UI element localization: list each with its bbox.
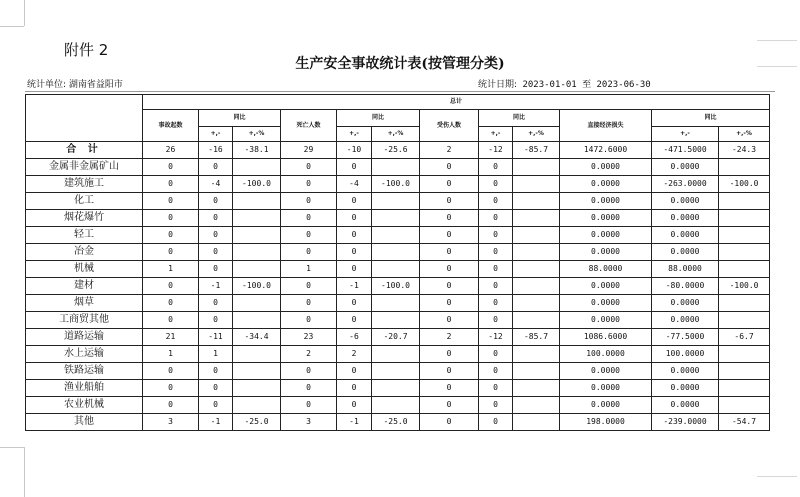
table-row [26, 295, 770, 312]
cell-loss-delta: 0.0000 [652, 193, 719, 210]
cell-loss-pct [719, 210, 770, 227]
cell-loss-delta: 0.0000 [652, 244, 719, 261]
cell-acc-delta: 0 [199, 312, 233, 329]
cell-acc-pct: -38.1 [233, 142, 281, 159]
cell-injured: 2 [420, 329, 479, 346]
cell-acc-pct: -34.4 [233, 329, 281, 346]
cell-accidents: 0 [143, 363, 199, 380]
cell-injured: 0 [420, 295, 479, 312]
row-category-label: 工商贸其他 [26, 312, 143, 329]
row-category-label: 冶金 [26, 244, 143, 261]
cell-acc-pct [233, 210, 281, 227]
cell-accidents: 26 [143, 142, 199, 159]
cell-death-delta: 0 [337, 227, 372, 244]
cell-inj-delta: 0 [479, 397, 513, 414]
cell-death-pct [372, 312, 420, 329]
cell-loss: 88.0000 [560, 261, 652, 278]
cell-loss-delta: -77.5000 [652, 329, 719, 346]
cell-loss-pct [719, 397, 770, 414]
cell-death-pct [372, 244, 420, 261]
cell-injured: 0 [420, 227, 479, 244]
cell-death-delta: 0 [337, 159, 372, 176]
cell-inj-pct: -85.7 [513, 329, 560, 346]
cell-inj-pct [513, 363, 560, 380]
header-accidents: 事故起数 [143, 110, 199, 142]
table-row [26, 210, 770, 227]
cell-injured: 0 [420, 363, 479, 380]
cell-death-pct: -25.6 [372, 142, 420, 159]
header-delta: +,- [479, 127, 513, 142]
header-delta-pct: +,-% [372, 127, 420, 142]
cell-loss-delta: 0.0000 [652, 380, 719, 397]
cell-loss: 0.0000 [560, 193, 652, 210]
cell-loss-delta: 100.0000 [652, 346, 719, 363]
row-total-label: 合 计 [26, 142, 143, 159]
cell-inj-delta: 0 [479, 295, 513, 312]
cell-inj-pct [513, 227, 560, 244]
cell-loss-delta: -263.0000 [652, 176, 719, 193]
cell-loss-pct [719, 295, 770, 312]
cell-death-delta: -10 [337, 142, 372, 159]
table-row [26, 159, 770, 176]
cell-injured: 0 [420, 193, 479, 210]
cell-death-pct: -20.7 [372, 329, 420, 346]
cell-acc-pct [233, 346, 281, 363]
cell-loss-pct [719, 193, 770, 210]
cell-deaths: 2 [281, 346, 337, 363]
cell-acc-pct [233, 227, 281, 244]
cell-loss: 0.0000 [560, 295, 652, 312]
cell-death-pct [372, 210, 420, 227]
document-title: 生产安全事故统计表(按管理分类) [295, 56, 505, 72]
cell-inj-pct [513, 397, 560, 414]
row-category-label: 其他 [26, 414, 143, 431]
cell-loss: 1472.6000 [560, 142, 652, 159]
cell-acc-delta: 0 [199, 210, 233, 227]
cell-inj-delta: -12 [479, 142, 513, 159]
cell-injured: 0 [420, 346, 479, 363]
cell-loss-pct [719, 380, 770, 397]
cell-loss-pct [719, 312, 770, 329]
table-row [26, 329, 770, 346]
cell-accidents: 0 [143, 159, 199, 176]
header-delta-pct: +,-% [233, 127, 281, 142]
table-row [26, 142, 770, 159]
cell-deaths: 1 [281, 261, 337, 278]
cell-injured: 0 [420, 176, 479, 193]
cell-inj-delta: 0 [479, 363, 513, 380]
cell-acc-delta: 0 [199, 363, 233, 380]
cell-loss-delta: -80.0000 [652, 278, 719, 295]
cell-death-pct [372, 346, 420, 363]
cell-acc-pct [233, 295, 281, 312]
cell-loss-delta: 0.0000 [652, 397, 719, 414]
header-delta: +,- [652, 127, 719, 142]
cell-acc-pct [233, 397, 281, 414]
cell-loss: 0.0000 [560, 312, 652, 329]
cell-inj-delta: 0 [479, 227, 513, 244]
cell-deaths: 0 [281, 159, 337, 176]
row-category-label: 建筑施工 [26, 176, 143, 193]
row-category-label: 铁路运输 [26, 363, 143, 380]
cell-loss-pct: -100.0 [719, 278, 770, 295]
cell-inj-delta: 0 [479, 210, 513, 227]
cell-accidents: 0 [143, 176, 199, 193]
cell-deaths: 0 [281, 176, 337, 193]
cell-accidents: 0 [143, 244, 199, 261]
cell-acc-pct [233, 380, 281, 397]
cell-inj-delta: 0 [479, 414, 513, 431]
cell-loss-delta: 0.0000 [652, 295, 719, 312]
cell-injured: 0 [420, 380, 479, 397]
header-yoy-injured: 同比 [479, 110, 560, 127]
page-corner-mark [24, 0, 25, 26]
cell-deaths: 3 [281, 414, 337, 431]
cell-accidents: 0 [143, 295, 199, 312]
statistics-date-label: 统计日期: [478, 80, 518, 90]
cell-loss-delta: 0.0000 [652, 363, 719, 380]
cell-accidents: 1 [143, 261, 199, 278]
cell-loss: 0.0000 [560, 278, 652, 295]
table-row [26, 244, 770, 261]
cell-inj-pct [513, 261, 560, 278]
cell-acc-pct: -100.0 [233, 278, 281, 295]
cell-injured: 0 [420, 159, 479, 176]
page-corner-mark [0, 447, 24, 448]
cell-inj-pct [513, 346, 560, 363]
cell-death-delta: 0 [337, 261, 372, 278]
table-row [26, 380, 770, 397]
cell-loss-delta: 0.0000 [652, 227, 719, 244]
table-row [26, 176, 770, 193]
header-deaths: 死亡人数 [281, 110, 337, 142]
cell-inj-delta: 0 [479, 261, 513, 278]
cell-death-delta: -6 [337, 329, 372, 346]
cell-death-delta: 0 [337, 244, 372, 261]
cell-death-delta: 0 [337, 363, 372, 380]
cell-loss: 0.0000 [560, 380, 652, 397]
cell-loss-pct [719, 363, 770, 380]
cell-death-delta: 0 [337, 312, 372, 329]
cell-inj-pct [513, 193, 560, 210]
cell-accidents: 1 [143, 346, 199, 363]
cell-acc-delta: -11 [199, 329, 233, 346]
cell-inj-delta: 0 [479, 278, 513, 295]
header-yoy-loss: 同比 [652, 110, 770, 127]
cell-deaths: 0 [281, 295, 337, 312]
row-category-label: 轻工 [26, 227, 143, 244]
cell-death-delta: 0 [337, 193, 372, 210]
cell-loss: 0.0000 [560, 397, 652, 414]
cell-acc-delta: 0 [199, 295, 233, 312]
cell-inj-pct [513, 210, 560, 227]
cell-death-delta: 0 [337, 210, 372, 227]
cell-deaths: 0 [281, 380, 337, 397]
cell-loss: 0.0000 [560, 244, 652, 261]
header-delta: +,- [199, 127, 233, 142]
row-category-label: 金属非金属矿山 [26, 159, 143, 176]
cell-loss-pct: -100.0 [719, 176, 770, 193]
cell-acc-delta: 0 [199, 159, 233, 176]
cell-deaths: 0 [281, 278, 337, 295]
cell-death-pct [372, 261, 420, 278]
cell-death-delta: 0 [337, 380, 372, 397]
cell-accidents: 0 [143, 380, 199, 397]
row-category-label: 烟花爆竹 [26, 210, 143, 227]
cell-death-pct [372, 295, 420, 312]
cell-death-delta: 0 [337, 295, 372, 312]
cell-death-pct: -25.0 [372, 414, 420, 431]
cell-acc-delta: 0 [199, 261, 233, 278]
cell-death-pct [372, 159, 420, 176]
cell-death-delta: -1 [337, 414, 372, 431]
row-category-label: 道路运输 [26, 329, 143, 346]
table-row [26, 227, 770, 244]
cell-accidents: 0 [143, 210, 199, 227]
cell-inj-delta: 0 [479, 176, 513, 193]
cell-accidents: 3 [143, 414, 199, 431]
cell-injured: 0 [420, 261, 479, 278]
cell-inj-delta: 0 [479, 159, 513, 176]
cell-deaths: 0 [281, 363, 337, 380]
cell-loss: 0.0000 [560, 159, 652, 176]
cell-inj-delta: 0 [479, 346, 513, 363]
cell-loss: 0.0000 [560, 210, 652, 227]
header-yoy-accidents: 同比 [199, 110, 281, 127]
header-delta-pct: +,-% [513, 127, 560, 142]
cell-acc-pct [233, 159, 281, 176]
row-category-label: 农业机械 [26, 397, 143, 414]
cell-injured: 0 [420, 278, 479, 295]
cell-death-pct: -100.0 [372, 278, 420, 295]
cell-accidents: 0 [143, 278, 199, 295]
cell-death-pct [372, 193, 420, 210]
statistics-unit: 统计单位: 湖南省益阳市 [27, 80, 123, 90]
cell-loss-pct: -54.7 [719, 414, 770, 431]
cell-deaths: 0 [281, 210, 337, 227]
table-row [26, 193, 770, 210]
cell-inj-delta: -12 [479, 329, 513, 346]
cell-loss: 0.0000 [560, 227, 652, 244]
cell-loss-pct: -24.3 [719, 142, 770, 159]
statistics-date-value: 2023-01-01 至 2023-06-30 [522, 80, 651, 90]
cell-inj-pct [513, 244, 560, 261]
cell-death-pct [372, 227, 420, 244]
cell-death-pct [372, 397, 420, 414]
cell-loss-delta: 88.0000 [652, 261, 719, 278]
cell-acc-delta: -16 [199, 142, 233, 159]
cell-loss: 1086.6000 [560, 329, 652, 346]
cell-inj-pct [513, 414, 560, 431]
cell-inj-delta: 0 [479, 244, 513, 261]
cell-loss-delta: 0.0000 [652, 312, 719, 329]
cell-loss: 198.0000 [560, 414, 652, 431]
cell-loss-delta: 0.0000 [652, 210, 719, 227]
cell-injured: 0 [420, 312, 479, 329]
cell-loss: 0.0000 [560, 363, 652, 380]
header-loss: 直接经济损失 [560, 110, 652, 142]
cell-acc-pct [233, 363, 281, 380]
cell-deaths: 0 [281, 312, 337, 329]
table-row [26, 278, 770, 295]
cell-death-pct [372, 363, 420, 380]
cell-inj-delta: 0 [479, 312, 513, 329]
cell-acc-delta: 1 [199, 346, 233, 363]
table-row [26, 312, 770, 329]
cell-inj-pct [513, 278, 560, 295]
row-category-label: 机械 [26, 261, 143, 278]
cell-acc-delta: -1 [199, 414, 233, 431]
cell-accidents: 0 [143, 397, 199, 414]
row-category-label: 建材 [26, 278, 143, 295]
cell-loss-pct [719, 346, 770, 363]
page-corner-mark [0, 26, 24, 27]
header-delta: +,- [337, 127, 372, 142]
cell-deaths: 0 [281, 193, 337, 210]
page-corner-mark [24, 447, 25, 497]
statistics-table [25, 94, 770, 431]
row-category-label: 烟草 [26, 295, 143, 312]
table-row [26, 363, 770, 380]
cell-inj-delta: 0 [479, 193, 513, 210]
cell-acc-delta: -4 [199, 176, 233, 193]
cell-death-delta: -1 [337, 278, 372, 295]
cell-injured: 0 [420, 244, 479, 261]
header-delta-pct: +,-% [719, 127, 770, 142]
cell-acc-pct [233, 261, 281, 278]
cell-inj-pct [513, 380, 560, 397]
cell-loss-pct [719, 244, 770, 261]
cell-loss-pct [719, 227, 770, 244]
page-margin-guide [757, 476, 797, 477]
cell-inj-pct: -85.7 [513, 142, 560, 159]
attachment-label: 附件 2 [64, 41, 109, 59]
header-injured: 受伤人数 [420, 110, 479, 142]
cell-death-delta: -4 [337, 176, 372, 193]
cell-acc-delta: 0 [199, 227, 233, 244]
cell-injured: 0 [420, 414, 479, 431]
cell-inj-pct [513, 312, 560, 329]
table-row [26, 346, 770, 363]
cell-deaths: 0 [281, 244, 337, 261]
category-header-cell [26, 95, 143, 142]
cell-acc-delta: -1 [199, 278, 233, 295]
group-header-total: 总计 [143, 95, 770, 110]
cell-injured: 0 [420, 397, 479, 414]
cell-inj-pct [513, 176, 560, 193]
table-row [26, 414, 770, 431]
cell-loss-delta: -239.0000 [652, 414, 719, 431]
table-row [26, 261, 770, 278]
cell-inj-pct [513, 159, 560, 176]
cell-deaths: 0 [281, 227, 337, 244]
row-category-label: 水上运输 [26, 346, 143, 363]
cell-loss-pct [719, 159, 770, 176]
cell-loss-pct: -6.7 [719, 329, 770, 346]
cell-loss: 100.0000 [560, 346, 652, 363]
cell-deaths: 0 [281, 397, 337, 414]
statistics-date [478, 77, 651, 90]
cell-accidents: 21 [143, 329, 199, 346]
cell-acc-pct [233, 244, 281, 261]
cell-inj-pct [513, 295, 560, 312]
cell-death-pct [372, 380, 420, 397]
cell-acc-pct [233, 312, 281, 329]
cell-injured: 0 [420, 210, 479, 227]
row-category-label: 化工 [26, 193, 143, 210]
header-divider [25, 91, 775, 92]
cell-accidents: 0 [143, 193, 199, 210]
cell-acc-delta: 0 [199, 193, 233, 210]
cell-loss-pct [719, 261, 770, 278]
cell-death-pct: -100.0 [372, 176, 420, 193]
cell-acc-pct: -100.0 [233, 176, 281, 193]
cell-deaths: 29 [281, 142, 337, 159]
header-yoy-deaths: 同比 [337, 110, 420, 127]
cell-loss-delta: -471.5000 [652, 142, 719, 159]
cell-accidents: 0 [143, 227, 199, 244]
cell-loss-delta: 0.0000 [652, 159, 719, 176]
cell-acc-delta: 0 [199, 380, 233, 397]
cell-acc-pct [233, 193, 281, 210]
row-category-label: 渔业船舶 [26, 380, 143, 397]
cell-injured: 2 [420, 142, 479, 159]
table-row [26, 397, 770, 414]
cell-deaths: 23 [281, 329, 337, 346]
cell-death-delta: 2 [337, 346, 372, 363]
cell-acc-delta: 0 [199, 244, 233, 261]
cell-acc-delta: 0 [199, 397, 233, 414]
cell-acc-pct: -25.0 [233, 414, 281, 431]
cell-accidents: 0 [143, 312, 199, 329]
page-margin-guide [757, 40, 797, 41]
cell-death-delta: 0 [337, 397, 372, 414]
cell-loss: 0.0000 [560, 176, 652, 193]
cell-inj-delta: 0 [479, 380, 513, 397]
